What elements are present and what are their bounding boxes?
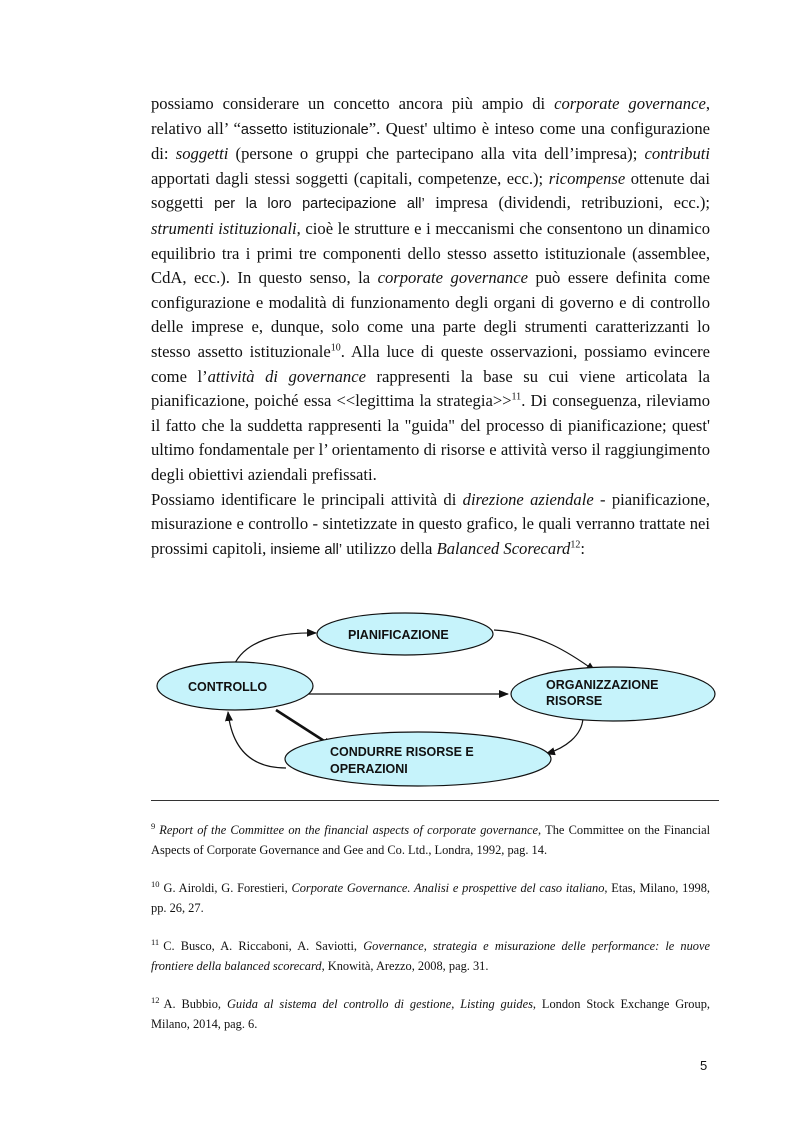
footnote-separator bbox=[151, 800, 719, 801]
footnote-text: , London Stock Exchange Group, Milano, 2014, pag. 6. bbox=[151, 997, 710, 1031]
footnotes bbox=[151, 820, 710, 1052]
text-run: ottenute dai soggetti bbox=[151, 168, 711, 213]
text-run: , relativo all’ “ bbox=[151, 94, 710, 138]
footnote-authors: A. Bubbio, bbox=[163, 997, 227, 1011]
node-organizzazione-risorse bbox=[511, 667, 715, 721]
label-pianificazione: PIANIFICAZIONE bbox=[348, 628, 449, 642]
footnote-title: Guida al sistema del controllo di gestione bbox=[226, 997, 452, 1011]
paragraph-governance bbox=[151, 92, 710, 488]
footnote-12 bbox=[151, 994, 710, 1034]
footnote-ref-10[interactable]: 10 bbox=[330, 342, 341, 354]
text-run: possiamo considerare un concetto ancora più ampio di bbox=[151, 94, 555, 113]
text-run: assetto istituzionale bbox=[240, 121, 369, 138]
italic-term: direzione aziendale bbox=[462, 489, 594, 509]
text-run: Possiamo identificare le principali attività di bbox=[151, 489, 463, 509]
text-run: (persone o gruppi che partecipano alla vita dell’impresa); bbox=[228, 144, 645, 164]
page-number: 5 bbox=[700, 1058, 708, 1073]
italic-term: ricompense bbox=[548, 168, 626, 188]
text-run: per la loro partecipazione all’ bbox=[214, 196, 425, 213]
text-run: può essere definita come configurazione e modalità di funzionamento degli organi di governo e di controllo delle imprese e, dunque, solo come una parte degli strumenti caratterizzanti lo stesso assetto istituzionale bbox=[151, 268, 711, 361]
footnote-number: 9 bbox=[151, 820, 156, 831]
italic-term: Balanced Scorecard bbox=[436, 538, 571, 558]
label-condurre-risorse: CONDURRE RISORSE E bbox=[330, 745, 474, 759]
footnote-10 bbox=[151, 878, 710, 918]
arrow-pianificazione-organizzazione bbox=[494, 630, 595, 671]
footnote-title: Governance, strategia e misurazione delle performance: le nuove frontiere della balanced scorecard bbox=[151, 939, 711, 973]
text-run: insieme all’ bbox=[270, 541, 343, 558]
italic-term: strumenti istituzionali bbox=[151, 218, 297, 238]
node-condurre-operazioni bbox=[285, 732, 551, 786]
footnote-11 bbox=[151, 936, 710, 976]
italic-term: corporate governance bbox=[554, 94, 706, 113]
text-run: - pianificazione, misurazione e controllo - sintetizzate in questo grafico, le quali verranno trattate nei prossimi capitoli, bbox=[151, 489, 710, 558]
text-run: apportati dagli stessi soggetti (capitali, competenze, ecc.); bbox=[151, 168, 549, 188]
label-operazioni: OPERAZIONI bbox=[330, 762, 408, 776]
footnote-text: , The Committee on the Financial Aspects of Corporate Governance and Gee and Co. Ltd., Londra, 1992, pag. 14. bbox=[151, 823, 711, 857]
text-run: : bbox=[580, 538, 585, 558]
text-run: ”. Quest' ultimo è inteso come una configurazione di: bbox=[151, 118, 710, 164]
footnote-number: 12 bbox=[151, 994, 160, 1005]
footnote-text: , Etas, Milano, 1998, pp. 26, 27. bbox=[151, 881, 711, 915]
italic-term: corporate governance bbox=[377, 268, 528, 288]
footnote-ref-12[interactable]: 12 bbox=[570, 539, 581, 551]
label-controllo: CONTROLLO bbox=[188, 680, 268, 694]
text-run: impresa (dividendi, retribuzioni, ecc.); bbox=[424, 193, 710, 213]
label-risorse: RISORSE bbox=[546, 694, 603, 708]
arrow-organizzazione-condurre bbox=[546, 718, 583, 754]
footnote-authors: C. Busco, A. Riccaboni, A. Saviotti, bbox=[163, 939, 364, 953]
footnote-series: Listing guides bbox=[460, 997, 533, 1011]
footnote-authors: G. Airoldi, G. Forestieri, bbox=[163, 881, 292, 895]
arrow-condurre-controllo bbox=[228, 712, 286, 768]
text-run: rappresenti la base su cui viene articolata la pianificazione, poiché essa <<legittima la strategia>> bbox=[151, 366, 710, 411]
body-text bbox=[151, 92, 710, 562]
footnote-ref-11[interactable]: 11 bbox=[511, 391, 522, 403]
text-run: . Alla luce di queste osservazioni, possiamo evincere come l’ bbox=[151, 341, 710, 386]
text-run: . Di conseguenza, rileviamo il fatto che la suddetta rappresenti la "guida" del processo di pianificazione; quest' ultimo fondamentale per l’ orientamento di risorse e attività verso il raggiungimento degli obiettivi aziendali prefissati. bbox=[151, 391, 710, 484]
paragraph-direzione bbox=[151, 488, 710, 563]
footnote-9 bbox=[151, 820, 710, 860]
footnote-title: Report of the Committee on the financial aspects of corporate governance bbox=[159, 823, 539, 837]
footnote-text: , bbox=[451, 997, 461, 1011]
italic-term: attività di governance bbox=[207, 366, 366, 386]
footnote-number: 10 bbox=[151, 878, 160, 889]
italic-term: contributi bbox=[644, 144, 710, 164]
management-cycle-diagram bbox=[150, 608, 730, 793]
text-run: , cioè le strutture e i meccanismi che consentono un dinamico equilibrio tra i primi tre componenti dello stesso assetto istituzionale (assemblee, CdA, ecc.). In questo senso, la bbox=[151, 218, 710, 288]
footnote-text: , Knowità, Arezzo, 2008, pag. 31. bbox=[321, 959, 489, 973]
footnote-title: Corporate Governance. Analisi e prospettive del caso italiano bbox=[291, 881, 605, 895]
italic-term: soggetti bbox=[175, 144, 229, 164]
footnote-number: 11 bbox=[151, 936, 160, 947]
text-run: utilizzo della bbox=[342, 538, 437, 558]
label-organizzazione: ORGANIZZAZIONE bbox=[546, 678, 659, 692]
